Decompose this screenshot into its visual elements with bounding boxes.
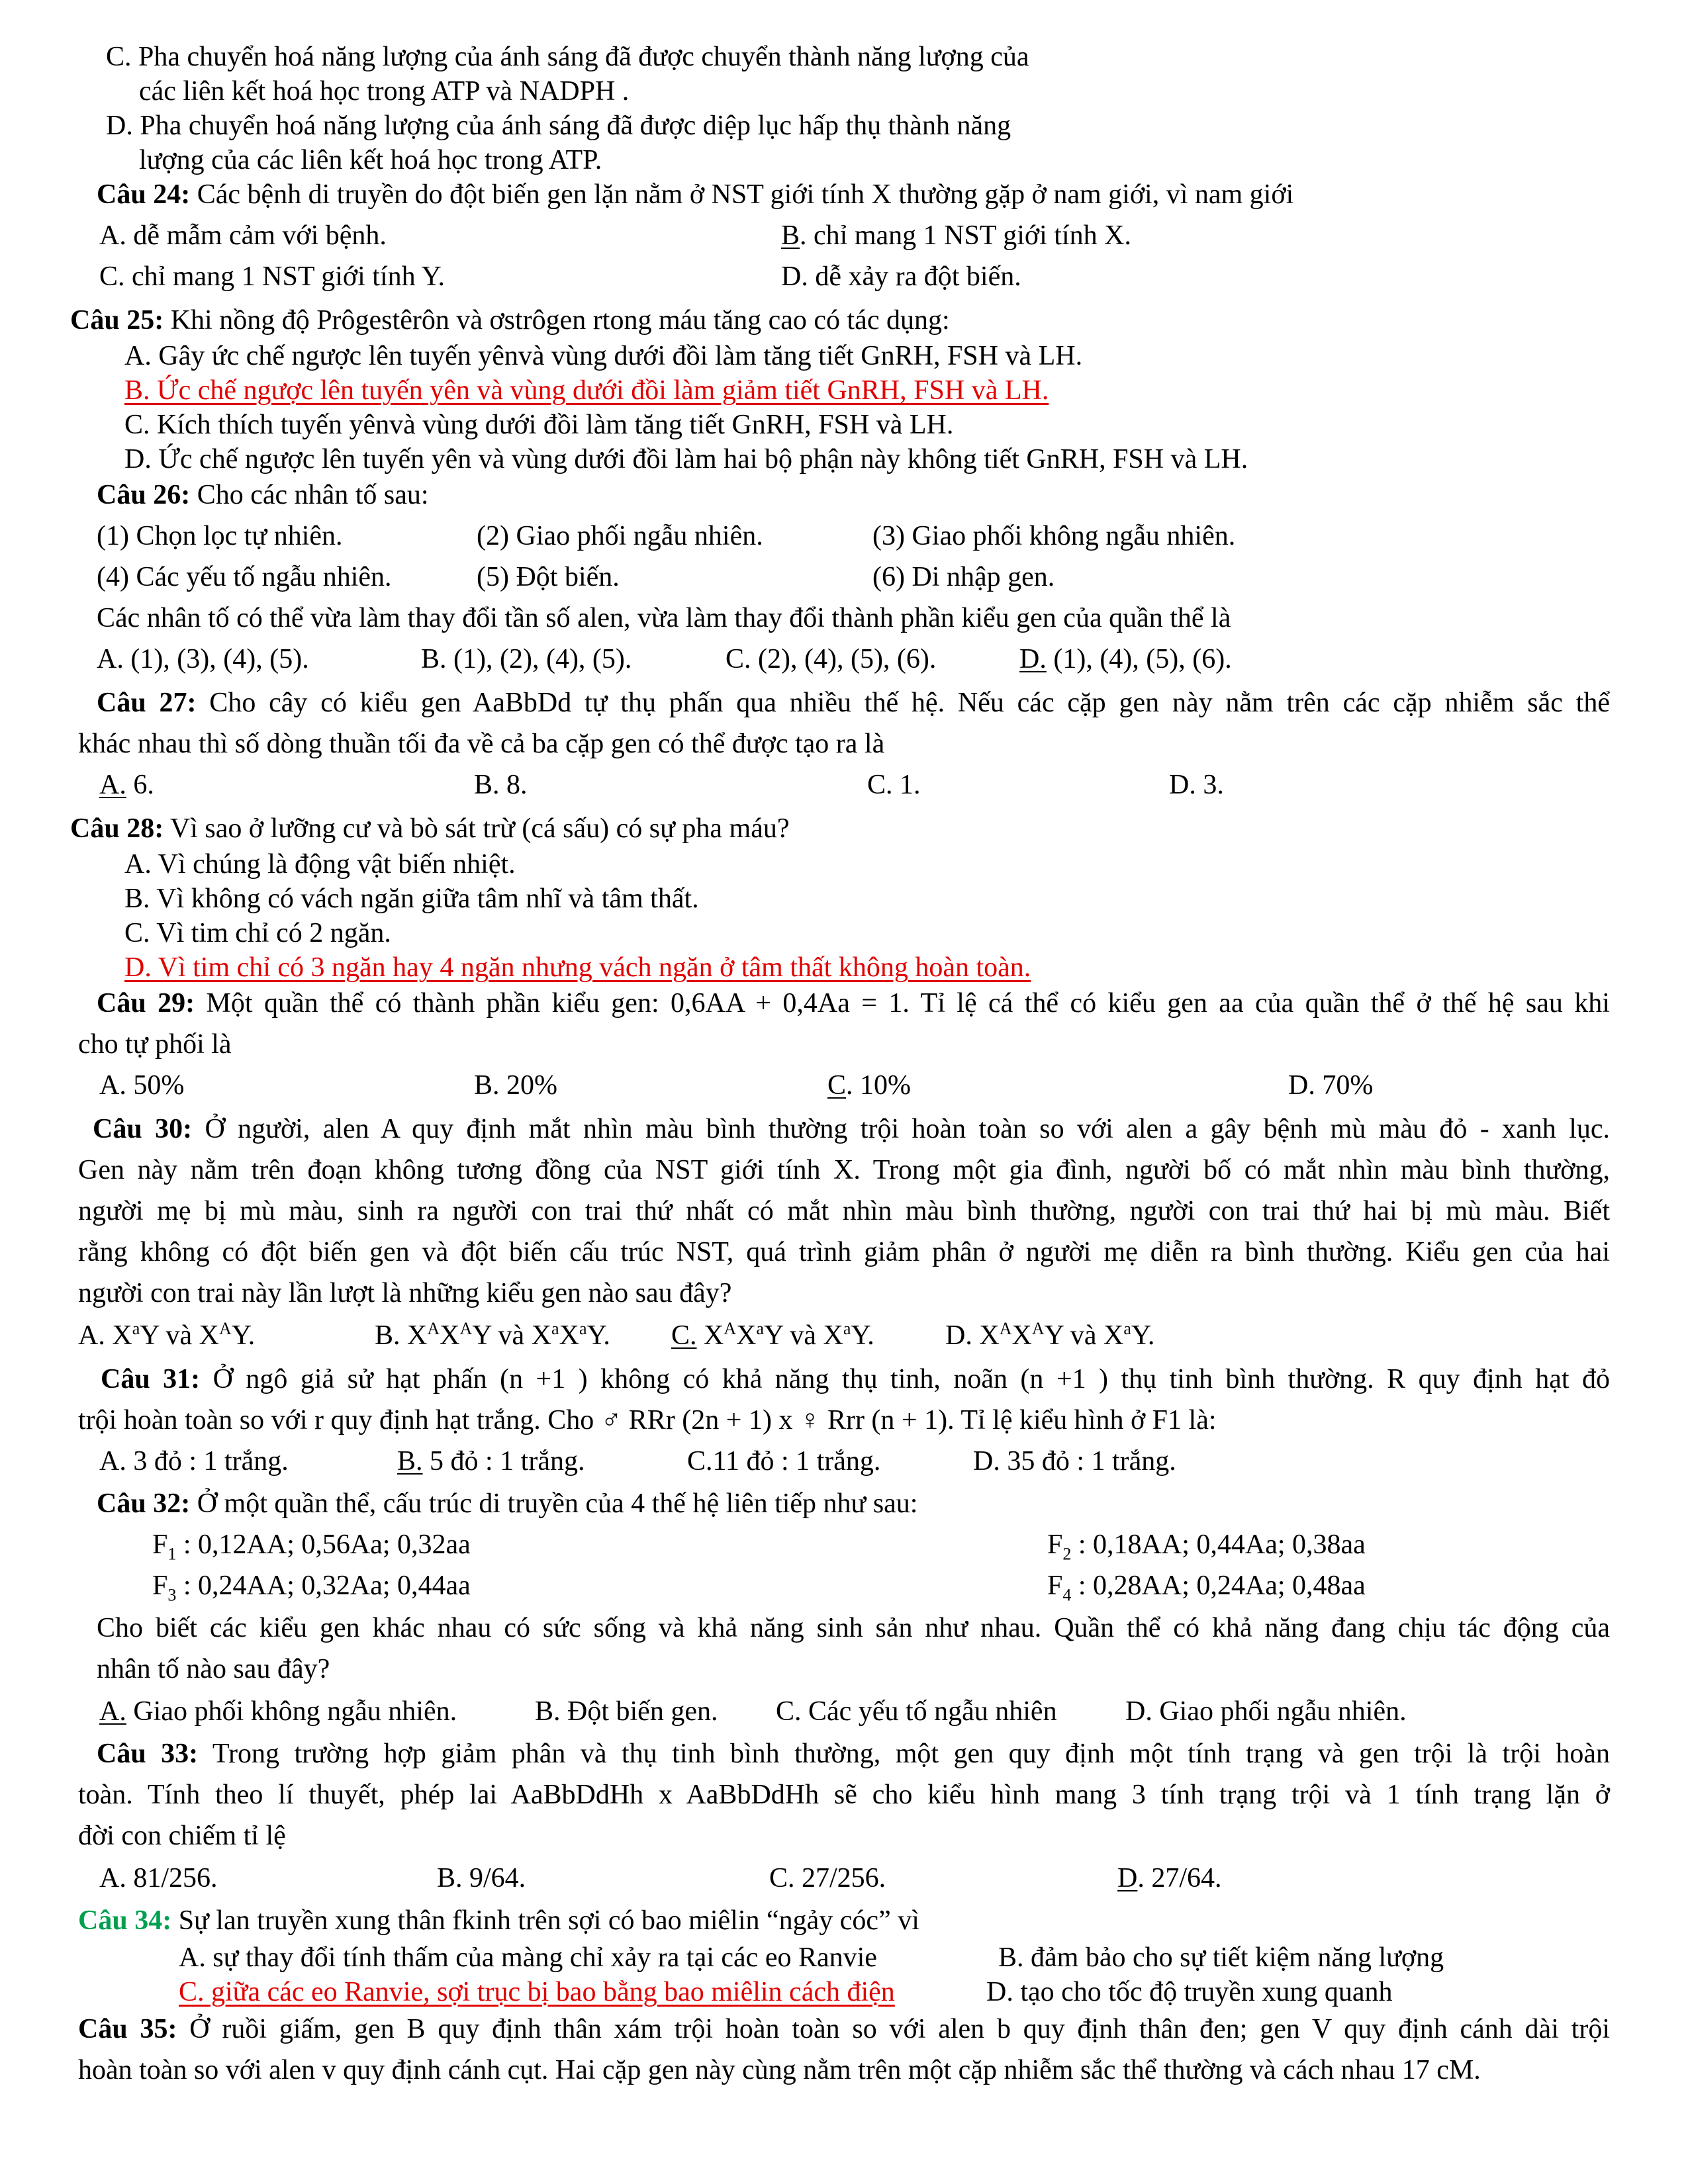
conj: và bbox=[491, 1320, 532, 1351]
question-32 bbox=[97, 1486, 917, 1521]
q29-stem-cont: cho tự phối là bbox=[78, 1029, 232, 1060]
question-34 bbox=[78, 1903, 919, 1938]
chrom-y: Y bbox=[1044, 1320, 1064, 1351]
question-35 bbox=[78, 2012, 1610, 2046]
generation-f3 bbox=[152, 1569, 471, 1603]
q31-stem-cont: trội hoàn toàn so với r quy định hạt trắng. Cho ♂ RRr (2n + 1) x ♀ Rrr (n + 1). Tỉ lệ kiểu hình ở F1 là: bbox=[78, 1405, 1217, 1435]
q29-option-d: D. 70% bbox=[1288, 1070, 1374, 1101]
q33-stem-line3: đời con chiếm tỉ lệ bbox=[78, 1821, 286, 1851]
gen-f: F bbox=[1047, 1570, 1063, 1601]
chrom-y: Y bbox=[472, 1320, 492, 1351]
gen-num: 4 bbox=[1062, 1585, 1072, 1605]
factor-1: (1) Chọn lọc tự nhiên. bbox=[97, 521, 343, 551]
option-text: 5 đỏ : 1 trắng. bbox=[422, 1446, 585, 1477]
gen-num: 3 bbox=[167, 1585, 177, 1605]
answer-letter: C. bbox=[671, 1320, 697, 1351]
q32-option-b: B. Đột biến gen. bbox=[535, 1696, 718, 1727]
q28-option-d-correct bbox=[124, 950, 1031, 985]
q27-stem-cont: khác nhau thì số dòng thuần tối đa về cả ba cặp gen có thể được tạo ra là bbox=[78, 729, 885, 759]
chrom-y: Y bbox=[140, 1320, 160, 1351]
q28-option-b: B. Vì không có vách ngăn giữa tâm nhĩ và tâm thất. bbox=[124, 884, 699, 914]
option-text: . 10% bbox=[846, 1070, 912, 1101]
chrom-x: X bbox=[559, 1320, 579, 1351]
chrom-y: Y bbox=[586, 1320, 604, 1351]
answer-letter: A. bbox=[99, 1696, 126, 1727]
gen-f: F bbox=[152, 1529, 168, 1560]
allele: A bbox=[724, 1319, 737, 1338]
q24-option-a: A. dễ mẫm cảm với bệnh. bbox=[99, 220, 387, 251]
chrom-x: X bbox=[1103, 1320, 1124, 1351]
answer-letter: A. bbox=[99, 770, 126, 800]
q29-option-b: B. 20% bbox=[474, 1070, 557, 1101]
chrom-x: X bbox=[199, 1320, 220, 1351]
option-text: D. tạo cho tốc độ truyền xung quanh bbox=[986, 1977, 1393, 2007]
gen-values: : 0,12AA; 0,56Aa; 0,32aa bbox=[176, 1529, 471, 1560]
option-text: . chỉ mang 1 NST giới tính X. bbox=[800, 220, 1131, 251]
option-letter: B. bbox=[375, 1320, 400, 1351]
gen-values: : 0,24AA; 0,32Aa; 0,44aa bbox=[176, 1570, 471, 1601]
q24-option-b bbox=[781, 218, 1131, 253]
question-25 bbox=[70, 303, 950, 338]
q27-option-c: C. 1. bbox=[867, 770, 921, 800]
gen-num: 1 bbox=[167, 1544, 177, 1564]
allele: A bbox=[427, 1319, 440, 1338]
q32-ask: Cho biết các kiểu gen khác nhau có sức sống và khả năng sinh sản như nhau. Quần thể có khả năng đang chịu tác động của bbox=[97, 1613, 1610, 1643]
allele: A bbox=[219, 1319, 232, 1338]
conj: và bbox=[159, 1320, 199, 1351]
question-stem: Vì sao ở lưỡng cư và bò sát trừ (cá sấu) có sự pha máu? bbox=[164, 813, 790, 844]
q34-option-d bbox=[986, 1975, 1393, 2009]
q27-option-b: B. 8. bbox=[474, 770, 528, 800]
gen-values: : 0,28AA; 0,24Aa; 0,48aa bbox=[1071, 1570, 1366, 1601]
question-stem: Sự lan truyền xung thân fkinh trên sợi có bao miêlin “ngảy cóc” vì bbox=[171, 1905, 919, 1936]
option-text: C. giữa các eo Ranvie, sợi trục bị bao bằng bao miêlin cách điện bbox=[179, 1977, 895, 2007]
option-letter: A. bbox=[78, 1320, 105, 1351]
question-label: Câu 35: bbox=[78, 2014, 177, 2044]
question-label: Câu 28: bbox=[70, 813, 164, 844]
q30-option-c bbox=[671, 1318, 874, 1353]
q25-option-b-correct bbox=[124, 373, 1049, 408]
gen-values: : 0,18AA; 0,44Aa; 0,38aa bbox=[1071, 1529, 1366, 1560]
question-33 bbox=[97, 1737, 1610, 1771]
answer-letter: D. bbox=[1019, 644, 1047, 674]
q26-option-b: B. (1), (2), (4), (5). bbox=[421, 644, 632, 674]
question-stem: Một quần thể có thành phần kiểu gen: 0,6AA + 0,4Aa = 1. Tỉ lệ cá thể có kiểu gen aa của quần thể ở thế hệ sau khi bbox=[195, 988, 1610, 1019]
q24-option-d: D. dễ xảy ra đột biến. bbox=[781, 261, 1021, 292]
q30-stem-line2: Gen này nằm trên đoạn không tương đồng của NST giới tính X. Trong một gia đình, người bố có mắt nhìn màu bình thường, bbox=[78, 1155, 1610, 1185]
chrom-x: X bbox=[736, 1320, 757, 1351]
question-label: Câu 25: bbox=[70, 305, 164, 336]
q29-option-a: A. 50% bbox=[99, 1070, 185, 1101]
q26-option-a: A. (1), (3), (4), (5). bbox=[97, 644, 309, 674]
question-label: Câu 29: bbox=[97, 988, 195, 1019]
chrom-x: X bbox=[440, 1320, 460, 1351]
question-stem: Ở một quần thể, cấu trúc di truyền của 4 thế hệ liên tiếp như sau: bbox=[190, 1488, 918, 1519]
q25-option-a: A. Gây ức chế ngược lên tuyến yênvà vùng dưới đồi làm tăng tiết GnRH, FSH và LH. bbox=[124, 341, 1083, 371]
allele: a bbox=[551, 1319, 559, 1338]
q30-option-a bbox=[78, 1318, 255, 1353]
question-30 bbox=[93, 1112, 1610, 1146]
option-d-prev-cont: lượng của các liên kết hoá học trong ATP. bbox=[139, 145, 602, 175]
question-label: Câu 26: bbox=[97, 480, 191, 510]
allele: a bbox=[579, 1319, 587, 1338]
allele: a bbox=[756, 1319, 765, 1338]
allele: A bbox=[1031, 1319, 1045, 1338]
chrom-x: X bbox=[531, 1320, 552, 1351]
answer-letter: D bbox=[1117, 1863, 1138, 1893]
option-text: (1), (4), (5), (6). bbox=[1046, 644, 1232, 674]
factor-3: (3) Giao phối không ngẫu nhiên. bbox=[872, 521, 1236, 551]
gen-f: F bbox=[1047, 1529, 1063, 1560]
q31-option-c: C.11 đỏ : 1 trắng. bbox=[687, 1446, 881, 1477]
q32-option-d: D. Giao phối ngẫu nhiên. bbox=[1125, 1696, 1407, 1727]
q29-option-c bbox=[827, 1068, 911, 1103]
q25-option-d: D. Ức chế ngược lên tuyến yên và vùng dưới đồi làm hai bộ phận này không tiết GnRH, FSH và LH. bbox=[124, 444, 1248, 475]
question-stem: Cho các nhân tố sau: bbox=[190, 480, 429, 510]
option-c-prev-cont: các liên kết hoá học trong ATP và NADPH . bbox=[139, 76, 630, 107]
q33-option-a: A. 81/256. bbox=[99, 1863, 218, 1893]
q30-option-b bbox=[375, 1318, 610, 1353]
option-letter: D. bbox=[945, 1320, 972, 1351]
q27-option-d: D. 3. bbox=[1169, 770, 1224, 800]
question-31 bbox=[101, 1362, 1610, 1396]
dot: . bbox=[867, 1320, 874, 1351]
chrom-y: Y bbox=[851, 1320, 868, 1351]
chrom-y: Y bbox=[1131, 1320, 1148, 1351]
q34-option-a: A. sự thay đổi tính thấm của màng chỉ xảy ra tại các eo Ranvie bbox=[179, 1942, 877, 1973]
question-label: Câu 33: bbox=[97, 1739, 199, 1769]
question-label: Câu 30: bbox=[93, 1114, 193, 1144]
generation-f2 bbox=[1047, 1527, 1366, 1562]
question-stem: Các bệnh di truyền do đột biến gen lặn nằm ở NST giới tính X thường gặp ở nam giới, vì nam giới bbox=[190, 179, 1294, 210]
q26-ask: Các nhân tố có thể vừa làm thay đổi tần số alen, vừa làm thay đổi thành phần kiểu gen của quần thể là bbox=[97, 603, 1231, 633]
chrom-x: X bbox=[979, 1320, 1000, 1351]
question-stem: Trong trường hợp giảm phân và thụ tinh bình thường, một gen quy định một tính trạng và gen trội là trội hoàn bbox=[198, 1739, 1610, 1769]
q26-option-d bbox=[1019, 642, 1232, 676]
question-label: Câu 24: bbox=[97, 179, 191, 210]
dot: . bbox=[248, 1320, 256, 1351]
gen-f: F bbox=[152, 1570, 168, 1601]
factor-5: (5) Đột biến. bbox=[477, 562, 620, 592]
q33-option-b: B. 9/64. bbox=[437, 1863, 526, 1893]
allele: a bbox=[132, 1319, 140, 1338]
q30-stem-line3: người mẹ bị mù màu, sinh ra người con trai thứ nhất có mắt nhìn màu bình thường, người con trai thứ hai bị mù màu. Biết bbox=[78, 1196, 1610, 1226]
option-text: B. Ức chế ngược lên tuyến yên và vùng dưới đồi làm giảm tiết GnRH, FSH và LH. bbox=[124, 375, 1049, 406]
allele: a bbox=[843, 1319, 851, 1338]
question-stem: Ở ngô giả sử hạt phấn (n +1 ) không có khả năng thụ tinh, noãn (n +1 ) thụ tinh bình thường. R quy định hạt đỏ bbox=[200, 1364, 1610, 1394]
q24-option-c: C. chỉ mang 1 NST giới tính Y. bbox=[99, 261, 445, 292]
factor-4: (4) Các yếu tố ngẫu nhiên. bbox=[97, 562, 392, 592]
chrom-x: X bbox=[407, 1320, 428, 1351]
gen-num: 2 bbox=[1062, 1544, 1072, 1564]
question-29 bbox=[97, 986, 1610, 1021]
q34-option-c-correct bbox=[179, 1975, 895, 2009]
question-stem: Ở người, alen A quy định mắt nhìn màu bình thường trội hoàn toàn so với alen a gây bệnh mù màu đỏ - xanh lục. bbox=[192, 1114, 1611, 1144]
option-text: D. Vì tim chỉ có 3 ngăn hay 4 ngăn nhưng vách ngăn ở tâm thất không hoàn toàn. bbox=[124, 952, 1031, 983]
option-text: 6. bbox=[126, 770, 154, 800]
dot: . bbox=[1147, 1320, 1155, 1351]
allele: A bbox=[999, 1319, 1012, 1338]
allele: A bbox=[459, 1319, 473, 1338]
q25-option-c: C. Kích thích tuyến yênvà vùng dưới đồi làm tăng tiết GnRH, FSH và LH. bbox=[124, 410, 954, 440]
q30-option-d bbox=[945, 1318, 1154, 1353]
q32-ask-cont: nhân tố nào sau đây? bbox=[97, 1654, 330, 1684]
generation-f1 bbox=[152, 1527, 471, 1562]
question-stem: Ở ruồi giấm, gen B quy định thân xám trội hoàn toàn so với alen b quy định thân đen; gen V quy định cánh dài trội bbox=[177, 2014, 1610, 2044]
q31-option-b bbox=[397, 1444, 585, 1479]
q32-option-c: C. Các yếu tố ngẫu nhiên bbox=[776, 1696, 1057, 1727]
answer-letter: C bbox=[827, 1070, 847, 1101]
question-27 bbox=[97, 686, 1610, 720]
q30-stem-line4: rằng không có đột biến gen và đột biến cấu trúc NST, quá trình giảm phân ở người mẹ diễn ra bình thường. Kiểu gen của hai bbox=[78, 1237, 1610, 1267]
q28-option-a: A. Vì chúng là động vật biến nhiệt. bbox=[124, 849, 516, 880]
chrom-x: X bbox=[823, 1320, 843, 1351]
answer-letter: B bbox=[781, 220, 800, 251]
q34-option-b: B. đảm bảo cho sự tiết kiệm năng lượng bbox=[998, 1942, 1444, 1973]
chrom-y: Y bbox=[764, 1320, 783, 1351]
chrom-x: X bbox=[1011, 1320, 1032, 1351]
question-24 bbox=[97, 177, 1293, 212]
option-text: Giao phối không ngẫu nhiên. bbox=[126, 1696, 457, 1727]
question-26 bbox=[97, 478, 429, 512]
q31-option-a: A. 3 đỏ : 1 trắng. bbox=[99, 1446, 289, 1477]
question-label: Câu 27: bbox=[97, 688, 197, 718]
allele: a bbox=[1123, 1319, 1131, 1338]
question-stem: Khi nồng độ Prôgestêrôn và ơstrôgen rtong máu tăng cao có tác dụng: bbox=[164, 305, 950, 336]
chrom-y: Y bbox=[231, 1320, 248, 1351]
question-label: Câu 34: bbox=[78, 1905, 172, 1936]
conj: và bbox=[1063, 1320, 1104, 1351]
q35-stem-cont: hoàn toàn so với alen v quy định cánh cụt. Hai cặp gen này cùng nằm trên một cặp nhiễm sắc thể thường và cách nhau 17 cM. bbox=[78, 2055, 1481, 2085]
question-label: Câu 31: bbox=[101, 1364, 201, 1394]
option-d-prev: D. Pha chuyển hoá năng lượng của ánh sáng đã được diệp lục hấp thụ thành năng bbox=[106, 111, 1011, 141]
dot: . bbox=[603, 1320, 610, 1351]
answer-letter: B. bbox=[397, 1446, 423, 1477]
q27-option-a bbox=[99, 768, 154, 802]
question-label: Câu 32: bbox=[97, 1488, 191, 1519]
question-28 bbox=[70, 811, 789, 846]
q33-option-d bbox=[1117, 1861, 1222, 1895]
generation-f4 bbox=[1047, 1569, 1366, 1603]
option-c-prev: C. Pha chuyển hoá năng lượng của ánh sáng đã được chuyển thành năng lượng của bbox=[106, 42, 1029, 72]
q28-option-c: C. Vì tim chỉ có 2 ngăn. bbox=[124, 918, 391, 948]
q32-option-a bbox=[99, 1694, 457, 1729]
q31-option-d: D. 35 đỏ : 1 trắng. bbox=[973, 1446, 1176, 1477]
chrom-x: X bbox=[112, 1320, 132, 1351]
q26-option-c: C. (2), (4), (5), (6). bbox=[726, 644, 937, 674]
q33-option-c: C. 27/256. bbox=[769, 1863, 886, 1893]
conj: và bbox=[782, 1320, 823, 1351]
chrom-x: X bbox=[704, 1320, 724, 1351]
option-text: . 27/64. bbox=[1137, 1863, 1222, 1893]
q33-stem-line2: toàn. Tính theo lí thuyết, phép lai AaBbDdHh x AaBbDdHh sẽ cho kiểu hình mang 3 tính trạng trội và 1 tính trạng lặn ở bbox=[78, 1780, 1610, 1810]
question-stem: Cho cây có kiểu gen AaBbDd tự thụ phấn qua nhiều thế hệ. Nếu các cặp gen này nằm trên các cặp nhiễm sắc thể bbox=[196, 688, 1610, 718]
factor-6: (6) Di nhập gen. bbox=[872, 562, 1055, 592]
q30-stem-line5: người con trai này lần lượt là những kiểu gen nào sau đây? bbox=[78, 1278, 732, 1308]
factor-2: (2) Giao phối ngẫu nhiên. bbox=[477, 521, 763, 551]
